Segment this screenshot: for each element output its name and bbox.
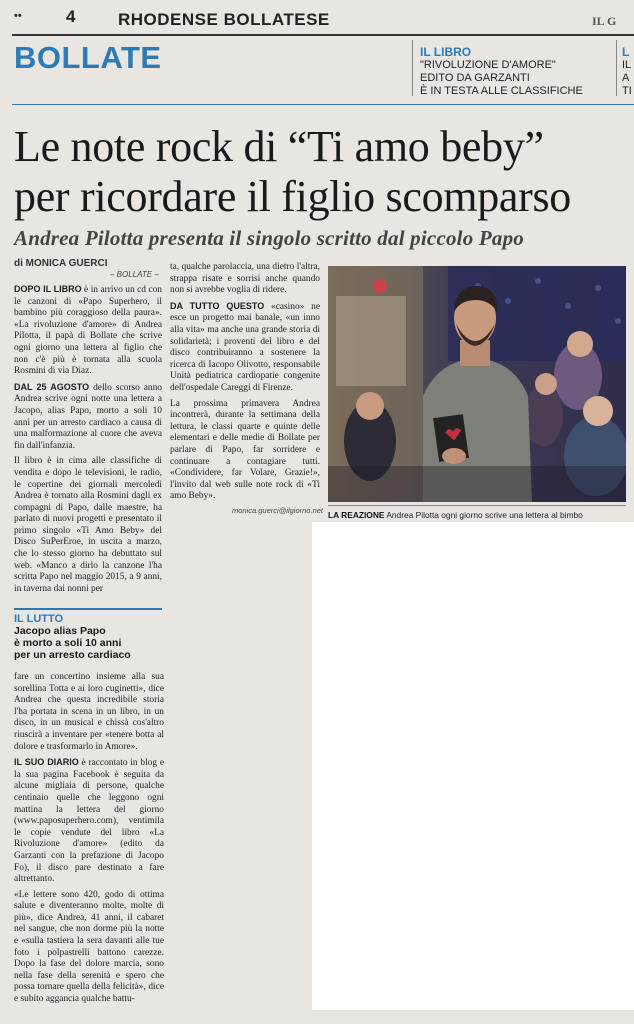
paragraph: [14, 672, 164, 753]
lutto-title-line: è morto a soli 10 anni: [14, 637, 122, 649]
fragment-kicker: L: [622, 45, 630, 59]
blank-area: [312, 522, 634, 1010]
lutto-kicker: IL LUTTO: [14, 613, 64, 625]
header-rule: [12, 34, 634, 36]
sidebox-line: "RIVOLUZIONE D'AMORE": [420, 59, 556, 71]
paragraph-lead: DA TUTTO QUESTO: [170, 300, 265, 311]
next-sidebox-fragment: [622, 46, 632, 98]
paragraph-lead: DOPO IL LIBRO: [14, 284, 82, 294]
headline: [14, 122, 626, 222]
author-email: monica.guerci@ilgiorno.net: [232, 506, 323, 515]
section-title: BOLLATE: [14, 40, 162, 75]
book-sidebox: [420, 46, 583, 98]
photo-caption: [328, 510, 628, 520]
paragraph-text: è in arrivo un cd con le canzoni di «Papo Superhero, il bambino più coraggioso della paura». «La rivoluzione d'amore» di Andrea Pilotta, il papà di Bollate che scrive ogni giorno una lettera al figlio che non c'è più è tornata alla scuola Rosmini di via Diaz.: [14, 285, 162, 377]
paragraph-text: «casino» ne esce un progetto mai banale, «un inno alla vita» ma anche una grande storia di solidarietà; i proventi del libro e del disco contribuiranno a sostenere la ricerca di Iacopo Olivotto, responsabile Unità pediatrica cardiopatie congenite dell'ospedale Careggi di Firenze.: [170, 301, 320, 393]
paragraph: [14, 284, 162, 378]
paragraph-text: ta, qualche parolaccia, una dietro l'altra, strappa risate e sorrisi anche quando non si avrebbe voglia di ridere.: [170, 262, 320, 296]
paragraph: [170, 399, 320, 503]
paragraph-lead: IL SUO DIARIO: [14, 757, 79, 768]
caption-text: Andrea Pilotta ogni giorno scrive una lettera al bimbo: [384, 510, 583, 520]
paragraph-text: Il libro è in cima alle classifiche di vendita e dopo le televisioni, le radio, le copertine dei giornali mercoledì Andrea è tornato alla Rosmini dagli ex compagni di Papo, dalle maestre, ha parlato di nuovi progetti e presentato il primo singolo «Ti Amo Beby» del Disco SuPerEroe, in uscita a marzo, che lo stesso giorno ha debuttato sul web. «Manco a dirlo la canzone l'ha scritta Papo nel maggio 2015, a 9 anni, in taverna dai nonni per: [14, 456, 162, 594]
lutto-box: [14, 608, 162, 661]
page-marker: ••: [14, 10, 22, 22]
article-column-1: [14, 284, 162, 599]
caption-kicker: LA REAZIONE: [328, 510, 385, 520]
lutto-title-line: Jacopo alias Papo: [14, 625, 106, 637]
publication-name: RHODENSE BOLLATESE: [118, 10, 330, 29]
paragraph-text: «Le lettere sono 420, godo di ottima salute e diventeranno molte, molte di più», dice Andrea, 41 anni, il cabaret nel sangue, che non dorme più la notte e «sulla tastiera la sera davanti alle tue foto i polpastrelli battono carezze. Dopo la fase del dolore marcia, sono nella fase della serenità e spero che possa tornare quella della felicità», dice e subito aggancia qualche battu-: [14, 889, 164, 1005]
section-rule: [12, 104, 634, 105]
byline: di MONICA GUERCI: [14, 258, 108, 269]
sidebox-line: È IN TESTA ALLE CLASSIFICHE: [420, 85, 583, 97]
sidebox-kicker: IL LIBRO: [420, 45, 472, 59]
sidebox-line: EDITO DA GARZANTI: [420, 72, 530, 84]
fragment-line: TI: [622, 85, 632, 97]
lutto-rule: [14, 608, 162, 610]
caption-rule: [328, 505, 626, 506]
paragraph-text: dello scorso anno Andrea scrive ogni notte una lettera a Jacopo, alias Papo, morto a soli 10 anni per un arresto cardiaco a causa di una malformazione al cuore che aveva fin dall'infanzia.: [14, 382, 162, 451]
paragraph-text: fare un concertino insieme alla sua sorellina Totta e ai loro cuginetti», dice Andrea che questa incredibile storia l'ha portata in scena in un libro, in un disco, in un musical e chissà cos'altro riuscirà a inventare per «tenere botta al dolore e trasformarlo in Amore».: [14, 672, 164, 752]
paragraph: [14, 757, 164, 886]
page-number: 4: [66, 7, 76, 26]
paragraph: [170, 262, 320, 297]
lutto-title-line: per un arresto cardiaco: [14, 649, 131, 661]
divider: [412, 40, 413, 96]
divider: [616, 40, 617, 96]
article-photo: [328, 266, 626, 502]
article-column-2: [170, 262, 320, 507]
paragraph: [14, 456, 162, 595]
paragraph-text: La prossima primavera Andrea incontrerà, durante la settimana della lettura, le classi quarte e quinte delle elementari e delle medie di Bollate per parlare di Papo, far sorridere e continuare a contagiare tutti. «Condividere, far Volare, Grazie!», l'invito dal web sulle note rock di «Ti amo Beby».: [170, 398, 320, 502]
headline-line: Le note rock di “Ti amo beby”: [14, 122, 544, 171]
paragraph-lead: DAL 25 AGOSTO: [14, 381, 90, 392]
paragraph: [14, 382, 162, 453]
fragment-line: A: [622, 72, 630, 84]
photo-illustration: [328, 266, 626, 502]
paragraph-text: è raccontato in blog e la sua pagina Facebook è seguita da alcune migliaia di persone, qualche centinaio quelle che leggono ogni mattina la lettera del giorno (www.paposuperhero.com), ventimila le copie vendute del libro «La Rivoluzione d'amore» (edito da Garzanti con la prefazione di Jacopo Fo), il disco pare destinato a fare altrettanto.: [14, 758, 164, 885]
subheadline: Andrea Pilotta presenta il singolo scritto dal piccolo Papo: [14, 226, 524, 250]
article-column-3: [14, 672, 164, 1010]
dateline: – BOLLATE –: [110, 270, 159, 279]
paragraph: [170, 301, 320, 395]
headline-line: per ricordare il figlio scomparso: [14, 172, 572, 221]
fragment-line: IL: [622, 59, 632, 71]
paragraph: [14, 890, 164, 1006]
masthead-fragment: IL G: [592, 14, 617, 28]
